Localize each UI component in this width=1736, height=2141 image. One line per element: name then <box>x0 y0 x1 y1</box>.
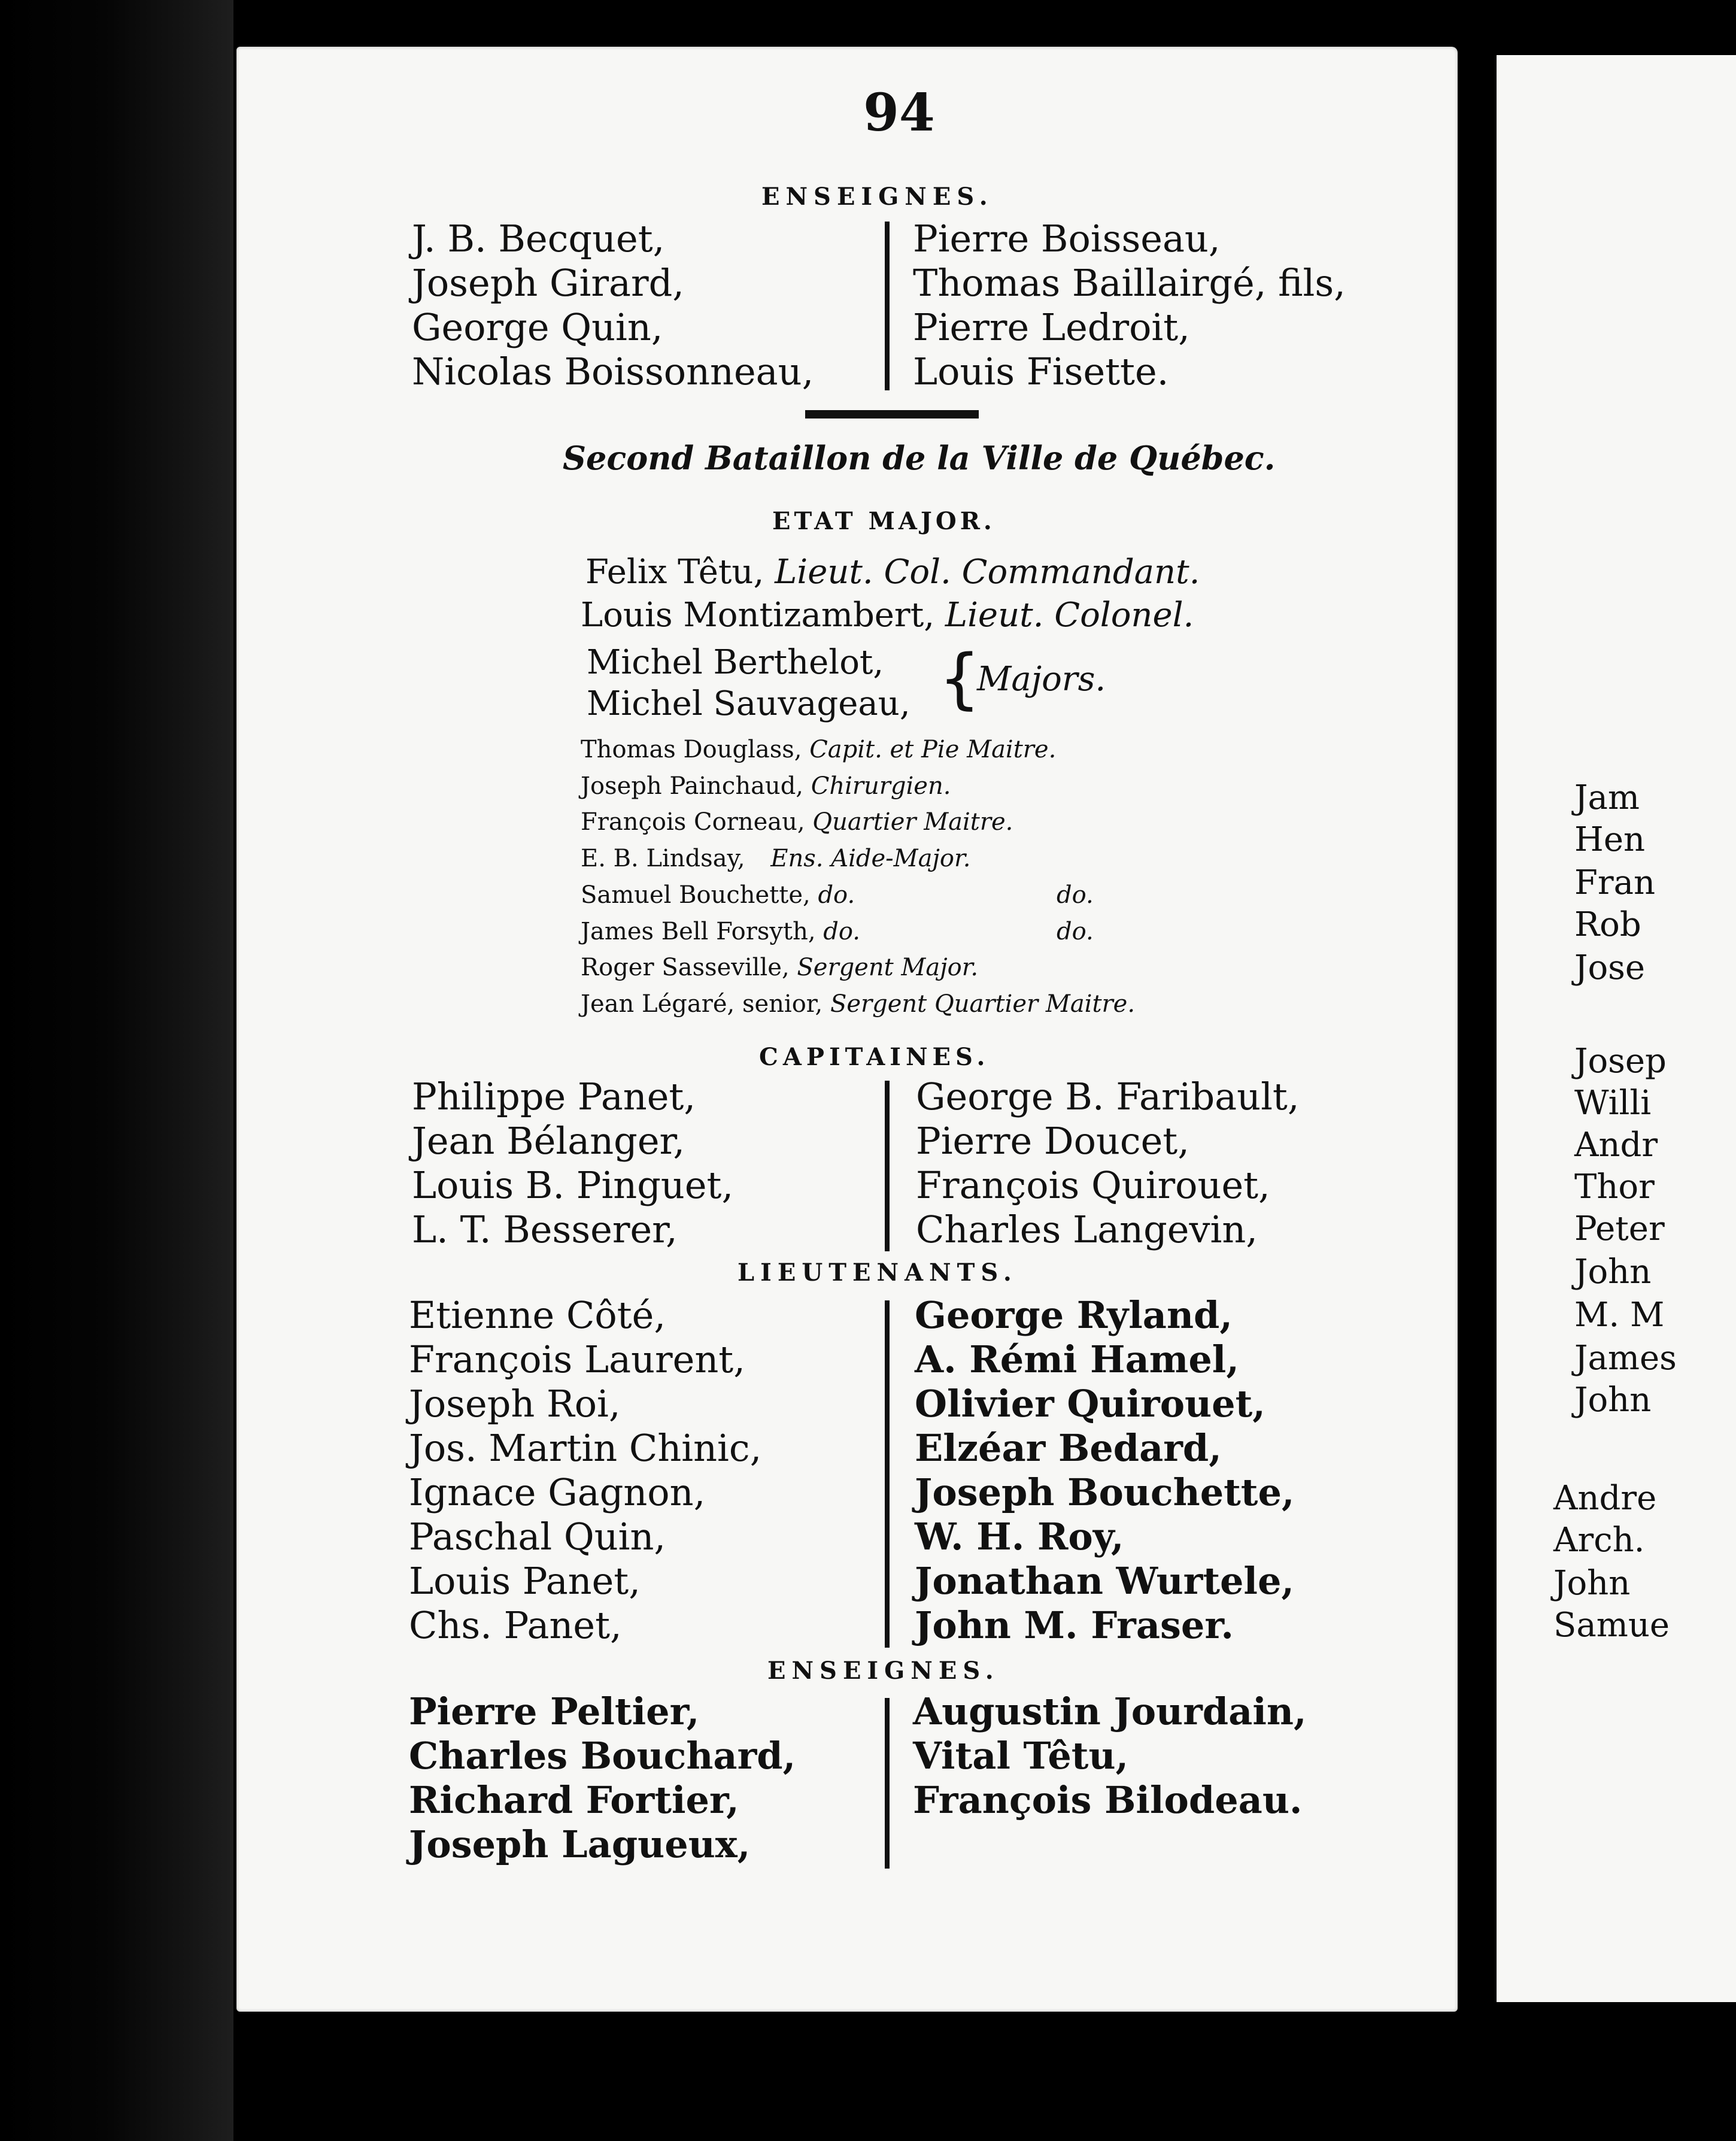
staff-name: Joseph Painchaud, <box>581 772 804 800</box>
staff-row <box>581 732 1135 768</box>
facing-page-fragment: Rob <box>1574 905 1641 944</box>
list-item: Vital Têtu, <box>913 1734 1129 1778</box>
staff-name: Roger Sasseville, <box>581 954 790 982</box>
facing-page-fragment: Jose <box>1574 948 1646 987</box>
staff-row <box>581 877 1135 914</box>
staff-name: Thomas Douglass, <box>581 736 802 763</box>
column-divider <box>885 1698 890 1869</box>
staff-role: Sergent Major. <box>797 954 979 982</box>
facing-page-fragment: John <box>1553 1564 1631 1603</box>
staff-name: E. B. Lindsay, <box>581 845 745 873</box>
list-item: François Bilodeau. <box>913 1778 1303 1822</box>
column-divider <box>885 222 890 390</box>
section-heading-capitaines: CAPITAINES. <box>759 1043 990 1071</box>
list-item: Joseph Roi, <box>409 1382 621 1426</box>
staff-name: François Corneau, <box>581 808 805 836</box>
list-item: Charles Langevin, <box>916 1208 1258 1251</box>
list-item: Augustin Jourdain, <box>913 1690 1307 1733</box>
list-item: Louis B. Pinguet, <box>412 1163 734 1207</box>
officer-name: Felix Têtu, <box>585 553 764 592</box>
column-divider <box>885 1081 890 1251</box>
staff-role-ditto: do. <box>1057 917 1094 945</box>
staff-role: Ens. Aide-Major. <box>770 845 971 873</box>
list-item: Pierre Ledroit, <box>913 305 1190 349</box>
staff-role: Sergent Quartier Maitre. <box>830 990 1136 1018</box>
list-item: Joseph Lagueux, <box>409 1822 751 1866</box>
facing-page-fragment: Hen <box>1574 820 1646 859</box>
facing-page-fragment: Fran <box>1574 863 1656 902</box>
list-item: George Quin, <box>412 305 663 349</box>
facing-page <box>1497 55 1736 2002</box>
list-item: François Laurent, <box>409 1338 745 1381</box>
list-item: Pierre Peltier, <box>409 1690 700 1733</box>
facing-page-fragment: Jam <box>1574 778 1640 817</box>
lieutenants-left-list <box>409 1293 761 1648</box>
facing-page-fragment: John <box>1574 1381 1652 1420</box>
staff-row <box>581 804 1135 841</box>
staff-role-ditto: do. <box>1057 881 1094 909</box>
officer-role: Lieut. Colonel. <box>945 596 1194 635</box>
list-item: Nicolas Boissonneau, <box>412 350 814 393</box>
section-rule <box>805 410 979 419</box>
column-divider <box>885 1300 890 1648</box>
ensignes-1-right-list <box>913 217 1346 394</box>
list-item: Pierre Doucet, <box>916 1119 1189 1163</box>
staff-row <box>581 768 1135 805</box>
majors-label: Majors. <box>977 660 1106 699</box>
facing-page-fragment: Josep <box>1574 1042 1667 1081</box>
facing-page-fragment: Peter <box>1574 1209 1665 1248</box>
list-item: Elzéar Bedard, <box>915 1426 1222 1470</box>
staff-name: James Bell Forsyth, <box>581 917 816 945</box>
list-item: George Ryland, <box>915 1293 1233 1337</box>
list-item: Paschal Quin, <box>409 1515 666 1558</box>
section-heading-enseignes: ENSEIGNES. <box>761 183 994 211</box>
list-item: Jean Bélanger, <box>412 1119 685 1163</box>
staff-row <box>581 986 1135 1023</box>
list-item: J. B. Becquet, <box>412 217 665 260</box>
ensignes-2-left-list <box>409 1690 796 1867</box>
staff-row <box>581 950 1135 986</box>
staff-name: Samuel Bouchette, <box>581 881 811 909</box>
ensignes-1-left-list <box>412 217 814 394</box>
staff-role: Capit. et Pie Maitre. <box>809 736 1057 763</box>
battalion-title: Second Bataillon de la Ville de Québec. <box>563 439 1276 477</box>
staff-role: Chirurgien. <box>811 772 951 800</box>
officer-name: Michel Sauvageau, <box>587 684 911 723</box>
list-item: Louis Panet, <box>409 1559 641 1603</box>
list-item: Chs. Panet, <box>409 1603 622 1647</box>
page-number: 94 <box>863 83 935 143</box>
list-item: Richard Fortier, <box>409 1778 739 1822</box>
list-item: Olivier Quirouet, <box>915 1382 1265 1426</box>
facing-page-fragment: Andre <box>1553 1479 1657 1518</box>
staff-row <box>581 914 1135 950</box>
book-gutter <box>0 0 233 2141</box>
facing-page-fragment: John <box>1574 1253 1652 1291</box>
section-heading-etat-major: ETAT MAJOR. <box>772 507 996 535</box>
list-item: Charles Bouchard, <box>409 1734 796 1778</box>
ensignes-2-right-list <box>913 1690 1307 1822</box>
facing-page-fragment: Andr <box>1574 1126 1658 1164</box>
list-item: Thomas Baillairgé, fils, <box>913 261 1346 305</box>
list-item: Louis Fisette. <box>913 350 1169 393</box>
list-item: Jonathan Wurtele, <box>915 1559 1295 1603</box>
list-item: Etienne Côté, <box>409 1293 666 1337</box>
facing-page-fragment: Willi <box>1574 1084 1652 1123</box>
facing-page-fragment: Thor <box>1574 1167 1655 1206</box>
officer-name: Michel Berthelot, <box>587 643 884 682</box>
list-item: W. H. Roy, <box>915 1515 1124 1558</box>
section-heading-lieutenants: LIEUTENANTS. <box>738 1258 1018 1287</box>
list-item: L. T. Besserer, <box>412 1208 678 1251</box>
facing-page-fragment: James <box>1574 1339 1677 1378</box>
officer-role: Lieut. Col. Commandant. <box>775 553 1200 592</box>
list-item: John M. Fraser. <box>915 1603 1234 1647</box>
list-item: Joseph Girard, <box>412 261 685 305</box>
brace-icon: { <box>939 640 981 717</box>
capitaines-right-list <box>916 1075 1300 1252</box>
capitaines-left-list <box>412 1075 733 1252</box>
facing-page-fragment: Samue <box>1553 1606 1670 1645</box>
section-heading-enseignes: ENSEIGNES. <box>767 1657 1000 1685</box>
list-item: Ignace Gagnon, <box>409 1470 706 1514</box>
staff-role: do. <box>818 881 855 909</box>
lieutenants-right-list <box>915 1293 1294 1648</box>
list-item: George B. Faribault, <box>916 1075 1300 1118</box>
list-item: Joseph Bouchette, <box>915 1470 1295 1514</box>
staff-list <box>581 732 1135 1023</box>
staff-row <box>581 841 1135 877</box>
officer-row <box>585 554 1200 591</box>
staff-role: Quartier Maitre. <box>812 808 1013 836</box>
staff-role: do. <box>823 917 860 945</box>
officer-row <box>581 597 1194 634</box>
facing-page-fragment: M. M <box>1574 1296 1665 1335</box>
list-item: Jos. Martin Chinic, <box>409 1426 762 1470</box>
list-item: Philippe Panet, <box>412 1075 696 1118</box>
list-item: François Quirouet, <box>916 1163 1270 1207</box>
staff-name: Jean Légaré, senior, <box>581 990 823 1018</box>
list-item: A. Rémi Hamel, <box>915 1338 1239 1381</box>
officer-name: Louis Montizambert, <box>581 596 935 635</box>
list-item: Pierre Boisseau, <box>913 217 1221 260</box>
facing-page-fragment: Arch. <box>1553 1521 1645 1560</box>
